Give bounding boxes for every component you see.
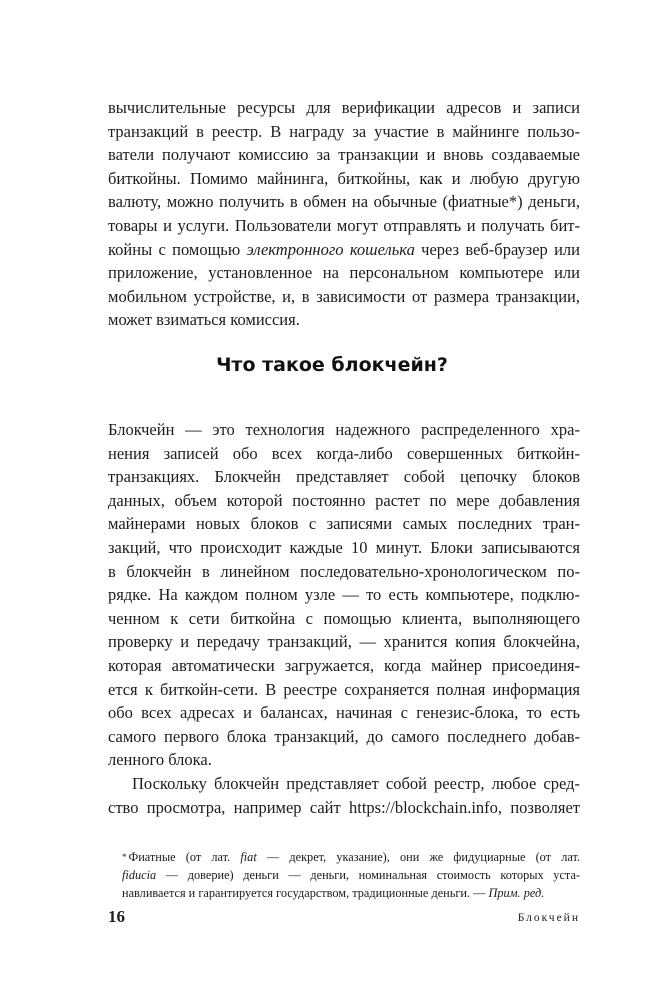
text-line: ленного блока. bbox=[108, 750, 212, 770]
paragraph-2 bbox=[108, 418, 580, 819]
text: навливается и гарантируется государством, традиционные деньги. — bbox=[122, 886, 489, 900]
text: Фиатные (от лат. bbox=[128, 850, 241, 864]
text-line: майнерами новых блоков с записями самых последних тран- bbox=[108, 514, 580, 534]
text: койны с помощью bbox=[108, 239, 247, 259]
text: — доверие) деньги — деньги, номинальная стоимость которых уста- bbox=[156, 868, 580, 882]
page-number: 16 bbox=[108, 907, 125, 926]
text-line: ется к биткойн-сети. В реестре сохраняется полная информация bbox=[108, 679, 580, 699]
text-line: транзакций в реестр. В награду за участие в майнинге пользо- bbox=[108, 121, 580, 141]
text-line: нения записей обо всех когда-либо совершенных биткойн- bbox=[108, 443, 580, 463]
text-line: рядке. На каждом полном узле — то есть компьютере, подклю- bbox=[108, 585, 580, 605]
text-line: проверку и передачу транзакций, — хранится копия блокчейна, bbox=[108, 632, 580, 652]
text-line: товары и услуги. Пользователи могут отправлять и получать бит- bbox=[108, 215, 580, 235]
text-line: вычислительные ресурсы для верификации адресов и записи bbox=[108, 98, 580, 117]
italic-term: fiat bbox=[240, 850, 257, 864]
text-line: Блокчейн — это технология надежного распределенного хра- bbox=[108, 420, 580, 439]
text-line: обо всех адресах и балансах, начиная с генезис-блока, то есть bbox=[108, 703, 580, 723]
text-line: закций, что происходит каждые 10 минут. Блоки записываются bbox=[108, 537, 580, 557]
text: — декрет, указание), они же фидуциарные (от лат. bbox=[256, 850, 580, 864]
text-line: может взиматься комиссия. bbox=[108, 310, 300, 330]
footnote-marker: * bbox=[122, 852, 127, 862]
text-line bbox=[108, 238, 580, 262]
paragraph-1 bbox=[108, 96, 580, 332]
text-line: ватели получают комиссию за транзакции и вновь создаваемые bbox=[108, 145, 580, 165]
footnote bbox=[108, 848, 580, 902]
text: через веб-браузер или bbox=[414, 239, 580, 259]
text-line: в блокчейн в линейном последовательно-хронологическом по- bbox=[108, 561, 580, 581]
text-line: самого первого блока транзакций, до самого последнего добав- bbox=[108, 726, 580, 746]
section-heading: Что такое блокчейн? bbox=[216, 354, 448, 376]
text-line: ченном к сети биткойна с помощью клиента, выполняющего bbox=[108, 608, 580, 628]
text-line: которая автоматически загружается, когда майнер присоединя- bbox=[108, 655, 580, 675]
text-line: валюту, можно получить в обмен на обычные (фиатные*) деньги, bbox=[108, 192, 580, 212]
text-line: биткойны. Помимо майнинга, биткойны, как и любую другую bbox=[108, 168, 580, 188]
text-line: данных, объем которой постоянно растет по мере добавления bbox=[108, 490, 580, 510]
text-line: транзакциях. Блокчейн представляет собой цепочку блоков bbox=[108, 467, 580, 487]
footnote-line bbox=[108, 884, 580, 902]
editor-note: Прим. ред. bbox=[488, 886, 545, 900]
footnote-line bbox=[108, 866, 580, 884]
footnote-line bbox=[108, 848, 580, 866]
italic-term: электронного кошелька bbox=[246, 239, 415, 259]
text-line: приложение, установленное на персональном компьютере или bbox=[108, 263, 580, 283]
text-line: ство просмотра, например сайт https://blockchain.info, позволяет bbox=[108, 797, 580, 817]
text-line: мобильном устройстве, и, в зависимости от размера транзакции, bbox=[108, 286, 580, 306]
text-line: Поскольку блокчейн представляет собой реестр, любое сред- bbox=[132, 773, 580, 793]
italic-term: fiducia bbox=[122, 868, 157, 882]
running-head: Блокчейн bbox=[517, 912, 580, 924]
